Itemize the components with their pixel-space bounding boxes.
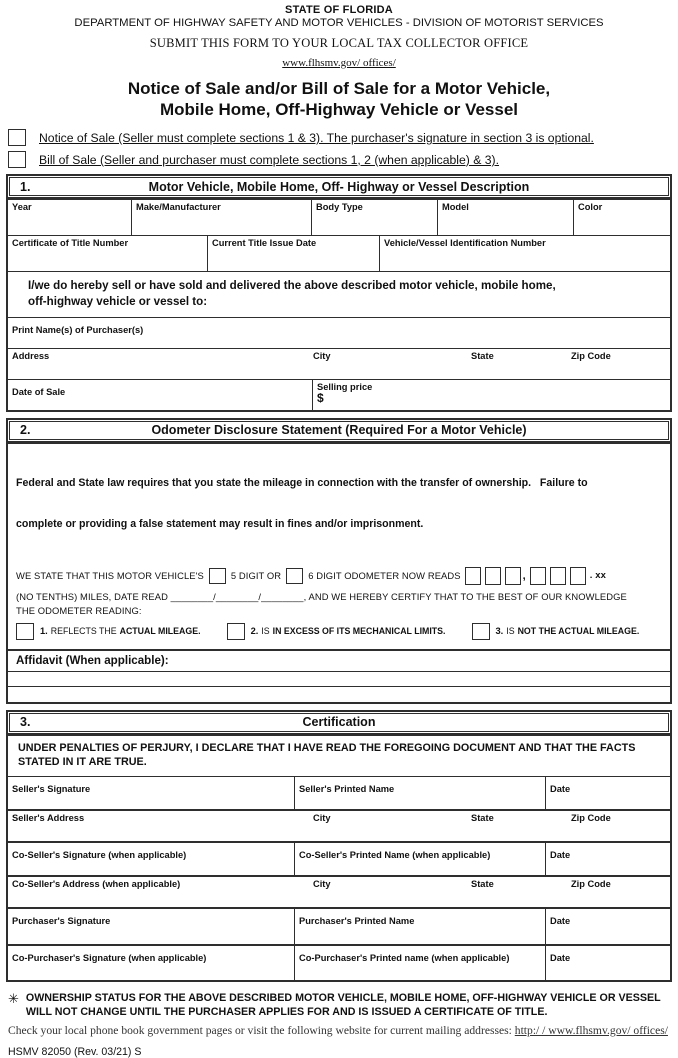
- state-heading: STATE OF FLORIDA: [285, 4, 393, 16]
- option-text: REFLECTS THE: [50, 626, 117, 637]
- six-digit-label: 6 DIGIT ODOMETER NOW READS: [308, 570, 461, 582]
- odometer-digit-box[interactable]: [465, 567, 481, 585]
- odometer-legal-line1: Federal and State law requires that you state the mileage in connection with the transfer of ownership. Failure to: [16, 477, 588, 490]
- co-seller-signature-label: Co-Seller's Signature (when applicable): [12, 849, 187, 860]
- date-of-sale-label: Date of Sale: [12, 386, 66, 397]
- option-text: IS: [261, 626, 270, 637]
- perjury-line1: UNDER PENALTIES OF PERJURY, I DECLARE THAT I HAVE READ THE FOREGOING DOCUMENT AND THAT THE FACTS: [18, 741, 636, 754]
- odometer-digit-group-ones: [526, 567, 586, 585]
- title-number-field: Certificate of Title Number: [8, 236, 208, 271]
- zip-label: Zip Code: [571, 812, 611, 823]
- odometer-digit-box[interactable]: [530, 567, 546, 585]
- sale-statement: [8, 272, 670, 317]
- sale-statement-line2: off-highway vehicle or vessel to:: [28, 294, 208, 308]
- option-number: 2.: [250, 626, 259, 637]
- purchaser-name-label: Print Name(s) of Purchaser(s): [12, 324, 144, 335]
- date-label: Date: [550, 783, 571, 794]
- seller-address-label: Seller's Address: [12, 812, 85, 823]
- option-number: 1.: [40, 626, 48, 637]
- purchaser-signature-row: [8, 909, 670, 946]
- reading-option-actual: [16, 623, 201, 640]
- five-digit-label: 5 DIGIT OR: [230, 570, 282, 582]
- website-link[interactable]: www.flhsmv.gov/ offices/: [282, 57, 396, 69]
- zip-label: Zip Code: [571, 878, 611, 889]
- section1-header: [6, 174, 672, 199]
- vin-field: Vehicle/Vessel Identification Number: [384, 238, 546, 249]
- option-text-bold: ACTUAL MILEAGE.: [119, 626, 201, 637]
- purchaser-address-field: [8, 349, 670, 380]
- odometer-reading-line: THE ODOMETER READING:: [16, 604, 142, 616]
- notice-of-sale-label: Notice of Sale (Seller must complete sections 1 & 3). The purchaser's signature in section 3 is optional.: [39, 130, 594, 145]
- notice-of-sale-checkbox[interactable]: [8, 129, 26, 146]
- odometer-legal-text: [8, 444, 670, 563]
- co-seller-printed-name-label: Co-Seller's Printed Name (when applicable): [299, 849, 491, 860]
- form-header: [6, 4, 672, 120]
- vehicle-description-table: [6, 199, 672, 411]
- odometer-digit-box[interactable]: [485, 567, 501, 585]
- state-label: State: [471, 878, 494, 889]
- date-label: Date: [550, 849, 571, 860]
- perjury-line2: STATED IN IT ARE TRUE.: [18, 756, 147, 769]
- co-purchaser-printed-name-label: Co-Purchaser's Printed name (when applicable): [299, 952, 510, 963]
- asterisk-icon: ✳: [8, 990, 19, 1006]
- form-title-line1: Notice of Sale and/or Bill of Sale for a Motor Vehicle,: [127, 79, 551, 98]
- odometer-digit-box[interactable]: [570, 567, 586, 585]
- dollar-sign: $: [317, 390, 324, 405]
- ownership-note-line1: OWNERSHIP STATUS FOR THE ABOVE DESCRIBED MOTOR VEHICLE, MOBILE HOME, OFF-HIGHWAY VEHICLE OR VESSEL: [25, 991, 661, 1004]
- odometer-digit-box[interactable]: [550, 567, 566, 585]
- city-label: City: [313, 812, 331, 823]
- six-digit-checkbox[interactable]: [286, 568, 303, 584]
- seller-signature-label: Seller's Signature: [12, 783, 91, 794]
- bill-of-sale-checkbox[interactable]: [8, 151, 26, 168]
- model-field: Model: [438, 200, 574, 235]
- seller-signature-row: [8, 777, 670, 811]
- state-label: State: [471, 812, 494, 823]
- odometer-decimal-suffix: . xx: [589, 570, 607, 582]
- odometer-digit-box[interactable]: [505, 567, 521, 585]
- selling-price-field: [313, 380, 670, 410]
- odometer-section-body: [6, 443, 672, 704]
- submit-instruction: SUBMIT THIS FORM TO YOUR LOCAL TAX COLLECTOR OFFICE: [149, 36, 529, 50]
- color-field: Color: [578, 202, 603, 213]
- section2-title: Odometer Disclosure Statement (Required For a Motor Vehicle): [151, 423, 527, 438]
- section1-number: 1.: [20, 179, 31, 194]
- contact-note: [8, 1024, 672, 1037]
- sale-statement-line1: I/we do hereby sell or have sold and delivered the above described motor vehicle, mobile home,: [28, 279, 556, 293]
- date-label: Date: [550, 952, 571, 963]
- city-label: City: [313, 350, 331, 361]
- option-text-bold: IN EXCESS OF ITS MECHANICAL LIMITS.: [272, 626, 446, 637]
- zip-label: Zip Code: [571, 350, 611, 361]
- affidavit-blank-line: [8, 687, 670, 702]
- form-type-options: [8, 129, 672, 168]
- section1-title: Motor Vehicle, Mobile Home, Off- Highway or Vessel Description: [148, 179, 530, 194]
- option-text-bold: NOT THE ACTUAL MILEAGE.: [517, 626, 640, 637]
- notice-of-sale-row: [8, 129, 672, 146]
- co-purchaser-signature-row: [8, 946, 670, 980]
- body-type-field: Body Type: [312, 200, 438, 235]
- odometer-legal-line2: complete or providing a false statement may result in fines and/or imprisonment.: [16, 518, 424, 531]
- reading-option-not-actual: [472, 623, 640, 640]
- form-title: [6, 79, 672, 120]
- section3-header: [6, 710, 672, 735]
- five-digit-checkbox[interactable]: [209, 568, 226, 584]
- section2-number: 2.: [20, 423, 31, 438]
- odometer-statement-row: [8, 563, 670, 587]
- year-field: Year: [8, 200, 132, 235]
- odometer-comma: ,: [522, 569, 526, 582]
- bill-of-sale-label: Bill of Sale (Seller and purchaser must complete sections 1, 2 (when applicable) & 3).: [39, 152, 499, 167]
- purchaser-signature-label: Purchaser's Signature: [12, 915, 111, 926]
- selling-price-label: Selling price: [317, 381, 373, 392]
- form-title-line2: Mobile Home, Off-Highway Vehicle or Vessel: [159, 99, 519, 119]
- certification-table: [6, 735, 672, 982]
- section2-header: [6, 418, 672, 443]
- reading-option-excess: [227, 623, 446, 640]
- date-of-sale-field: [8, 380, 313, 410]
- contact-text: Check your local phone book government pages or visit the following website for current mailing addresses:: [8, 1023, 515, 1037]
- co-purchaser-signature-label: Co-Purchaser's Signature (when applicable): [12, 952, 207, 963]
- perjury-statement: [8, 736, 670, 777]
- date-label: Date: [550, 915, 571, 926]
- date-read-line: (NO TENTHS) MILES, DATE READ ________/________/________, AND WE HEREBY CERTIFY THAT TO THE BEST OF OUR KNOWLEDGE: [16, 590, 627, 602]
- city-label: City: [313, 878, 331, 889]
- contact-link[interactable]: http:/ / www.flhsmv.gov/ offices/: [514, 1023, 668, 1037]
- section3-title: Certification: [302, 715, 376, 730]
- bill-of-sale-row: [8, 151, 672, 168]
- option-number: 3.: [495, 626, 504, 637]
- option-text: IS: [506, 626, 515, 637]
- seller-address-row: [8, 811, 670, 843]
- odometer-reading-options: [8, 621, 670, 651]
- odometer-statement-prefix: WE STATE THAT THIS MOTOR VEHICLE'S: [16, 570, 204, 582]
- purchaser-printed-name-label: Purchaser's Printed Name: [299, 915, 415, 926]
- mechanical-limits-checkbox[interactable]: [227, 623, 245, 640]
- title-issue-date-field: Current Title Issue Date: [208, 236, 380, 271]
- make-field: Make/Manufacturer: [132, 200, 312, 235]
- seller-printed-name-label: Seller's Printed Name: [299, 783, 395, 794]
- not-actual-mileage-checkbox[interactable]: [472, 623, 490, 640]
- affidavit-label: Affidavit (When applicable):: [8, 651, 670, 672]
- co-seller-address-row: [8, 877, 670, 909]
- section3-number: 3.: [20, 715, 31, 730]
- ownership-note-line2: WILL NOT CHANGE UNTIL THE PURCHASER APPLIES FOR AND IS ISSUED A CERTIFICATE OF TITLE.: [25, 1006, 548, 1019]
- actual-mileage-checkbox[interactable]: [16, 623, 34, 640]
- purchaser-name-field: [8, 318, 670, 349]
- date-price-row: [8, 380, 670, 410]
- odometer-digit-group-thousands: [461, 567, 521, 585]
- vehicle-row-1: [8, 200, 670, 236]
- affidavit-blank-line: [8, 672, 670, 687]
- co-seller-address-label: Co-Seller's Address (when applicable): [12, 878, 181, 889]
- ownership-note: [8, 991, 672, 1020]
- address-label: Address: [12, 350, 50, 361]
- state-label: State: [471, 350, 494, 361]
- department-heading: DEPARTMENT OF HIGHWAY SAFETY AND MOTOR VEHICLES - DIVISION OF MOTORIST SERVICES: [74, 17, 604, 29]
- co-seller-signature-row: [8, 843, 670, 877]
- form-number: HSMV 82050 (Rev. 03/21) S: [8, 1045, 142, 1058]
- vehicle-row-2: [8, 236, 670, 272]
